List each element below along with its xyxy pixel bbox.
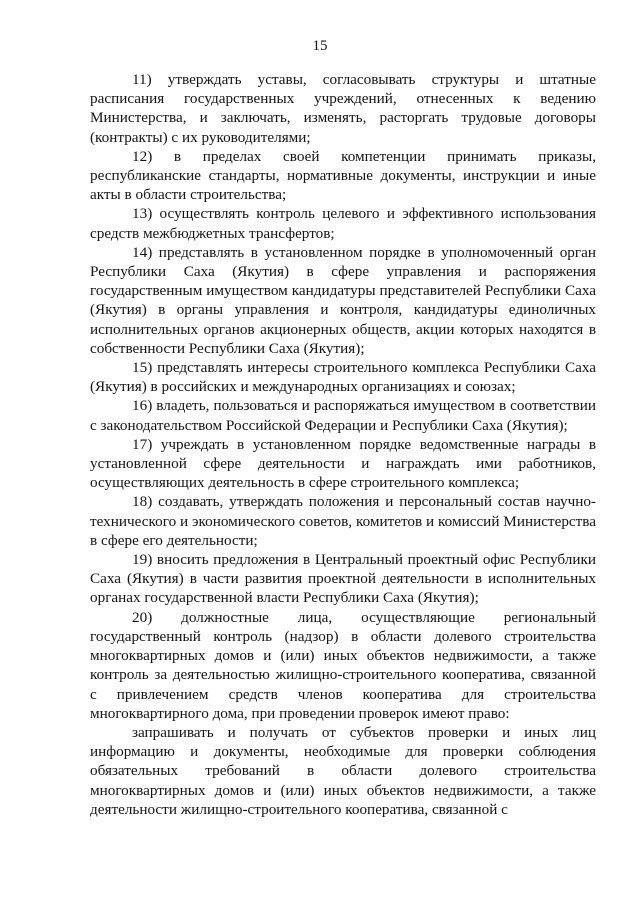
paragraph-item-19: 19) вносить предложения в Центральный проектный офис Республики Саха (Якутия) в части развития проектной деятельности в исполнительных органах государственной власти Республики Саха (Якутия); [90, 551, 596, 607]
paragraph-item-18: 18) создавать, утверждать положения и персональный состав научно-технического и экономического советов, комитетов и комиссий Министерства в сфере его деятельности; [90, 493, 596, 549]
paragraph-item-12: 12) в пределах своей компетенции принимать приказы, республиканские стандарты, нормативные документы, инструкции и иные акты в области строительства; [90, 147, 596, 204]
paragraph-item-15: 15) представлять интересы строительного комплекса Республики Саха (Якутия) в российских и международных организациях и союзах; [90, 359, 596, 396]
paragraph-item-11: 11) утверждать уставы, согласовывать структуры и штатные расписания государственных учреждений, отнесенных к ведению Министерства, и заключать, изменять, расторгать трудовые договоры (контракты) с их руководителями; [90, 71, 596, 146]
document-body [90, 70, 596, 819]
page-number: 15 [312, 38, 328, 54]
paragraph-item-17: 17) учреждать в установленном порядке ведомственные награды в установленной сфере деятельности и награждать ими работников, осуществляющих деятельность в сфере строительного комплекса; [90, 435, 596, 492]
paragraph-item-16: 16) владеть, пользоваться и распоряжаться имуществом в соответствии с законодательством Российской Федерации и Республики Саха (Якутия); [90, 397, 596, 434]
paragraph-item-14: 14) представлять в установленном порядке в уполномоченный орган Республики Саха (Якутия) в сфере управления и распоряжения государственным имуществом кандидатуры представителей Республики Саха (Якутия) в органы управления и контроля, кандидатуры единоличных исполнительных органов акционерных обществ, акции которых находятся в собственности Республики Саха (Якутия); [90, 243, 596, 357]
paragraph-item-20: 20) должностные лица, осуществляющие региональный государственный контроль (надзор) в области долевого строительства многоквартирных домов и (или) иных объектов недвижимости, а также контроль за деятельностью жилищно-строительного кооператива, связанной с привлечением средств членов кооператива для строительства многоквартирного дома, при проведении проверок имеют право: [90, 608, 596, 722]
paragraph-rights-continuation: запрашивать и получать от субъектов проверки и иных лиц информацию и документы, необходимые для проверки соблюдения обязательных требований в области долевого строительства многоквартирных домов и (или) иных объектов недвижимости, а также деятельности жилищно-строительного кооператива, связанной с [90, 723, 596, 818]
paragraph-item-13: 13) осуществлять контроль целевого и эффективного использования средств межбюджетных трансфертов; [90, 205, 596, 242]
